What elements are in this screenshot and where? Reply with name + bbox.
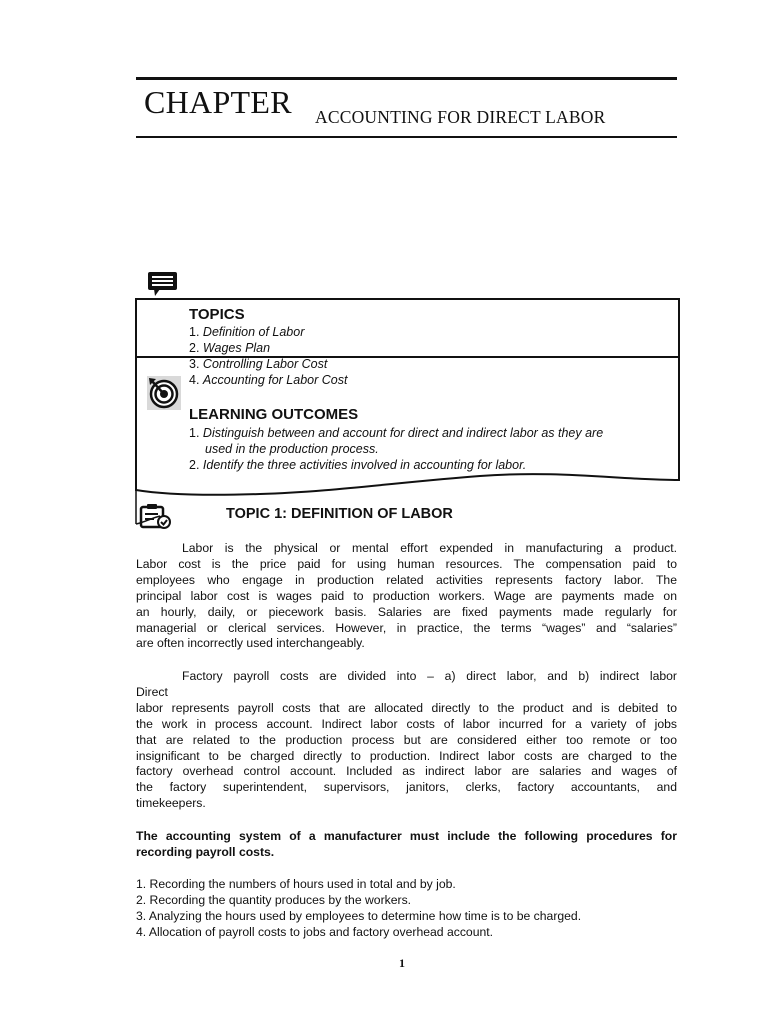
- procedure-item: 1. Recording the numbers of hours used in total and by job.: [136, 877, 456, 891]
- chapter-word: CHAPTER: [144, 84, 292, 120]
- outcome-item: 2. Identify the three activities involved in accounting for labor.: [189, 458, 527, 472]
- topic-item: 2. Wages Plan: [189, 341, 271, 355]
- topic-item: 1. Definition of Labor: [189, 325, 305, 339]
- procedure-item: 3. Analyzing the hours used by employees to determine how time is to be charged.: [136, 909, 582, 923]
- procedure-item: 4. Allocation of payroll costs to jobs and factory overhead account.: [136, 925, 494, 939]
- paragraph-direct-indirect-labor: Factory payroll costs are divided into – a) direct labor, and b) indirect labor Direct labor represents payroll costs that are allocated directly to the product and is debited to the work in process account. Indirect labor costs of labor incurred for a variety of jobs that are related to the production process but are considered either too remote or too insignificant to be charged directly to production. Indirect labor costs are charged to the factory overhead control account. Included as indirect labor are salaries and wages of the factory superintendent, supervisors, janitors, clerks, factory accountants, and timekeepers.: [136, 669, 677, 811]
- paragraph-labor-definition: Labor is the physical or mental effort expended in manufacturing a product. Labor cost is the price paid for using human resources. The compensation paid to employees who engage in production related activities represents factory labor. The principal labor cost is wages paid to production workers. Wage are payments made on an hourly, daily, or piecework basis. Salaries are fixed payments made regularly for managerial or clerical services. However, in practice, the terms “wages” and “salaries” are often incorrectly used interchangeably.: [136, 541, 677, 651]
- outcome-item: 1. Distinguish between and account for direct and indirect labor as they are: [189, 426, 604, 440]
- topic1-heading: TOPIC 1: DEFINITION OF LABOR: [226, 506, 453, 522]
- header-top-rule: [136, 77, 677, 80]
- procedure-item: 2. Recording the quantity produces by the workers.: [136, 893, 412, 907]
- topic-item: 4. Accounting for Labor Cost: [189, 373, 348, 387]
- page-number: 1: [399, 956, 405, 970]
- procedures-intro: The accounting system of a manufacturer must include the following procedures for recording payroll costs.: [136, 829, 677, 859]
- header-bottom-rule: [136, 136, 677, 138]
- learning-outcomes-heading: LEARNING OUTCOMES: [189, 406, 359, 423]
- topics-heading: TOPICS: [189, 306, 245, 323]
- speech-bubble-icon: [147, 271, 178, 298]
- target-icon: [147, 376, 181, 410]
- chapter-title: ACCOUNTING FOR DIRECT LABOR: [315, 107, 606, 127]
- topic-item: 3. Controlling Labor Cost: [189, 357, 328, 371]
- outcome-item-continued: used in the production process.: [205, 442, 379, 456]
- clipboard-icon: [139, 503, 171, 529]
